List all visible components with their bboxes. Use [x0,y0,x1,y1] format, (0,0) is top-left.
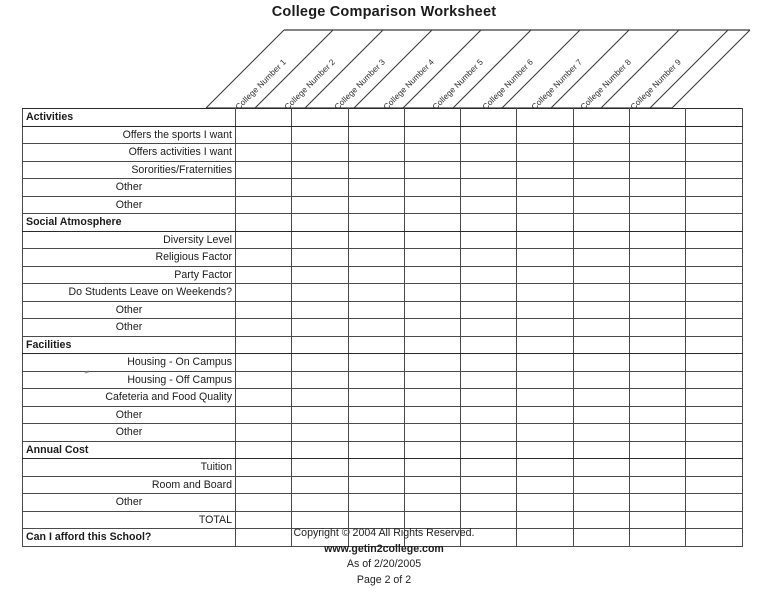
entry-cell[interactable] [630,144,686,162]
table-row [23,109,743,127]
entry-cell[interactable] [348,214,404,232]
entry-cell[interactable] [517,319,573,337]
entry-cell[interactable] [236,126,292,144]
row-label: Other [23,319,236,337]
entry-cell[interactable] [236,144,292,162]
entry-cell[interactable] [404,354,460,372]
entry-cell[interactable] [573,109,629,127]
entry-cell[interactable] [517,476,573,494]
footer-page-number: Page 2 of 2 [356,573,412,586]
entry-cell[interactable] [573,319,629,337]
entry-cell[interactable] [686,441,742,459]
entry-cell[interactable] [348,406,404,424]
entry-cell[interactable] [630,336,686,354]
row-label: Room and Board [23,476,236,494]
entry-cell[interactable] [573,336,629,354]
entry-cell[interactable] [686,144,742,162]
entry-cell[interactable] [686,214,742,232]
entry-cell[interactable] [404,179,460,197]
entry-cell[interactable] [517,301,573,319]
column-header-1: College Number 1 [233,57,288,112]
entry-cell[interactable] [292,126,348,144]
entry-cell[interactable] [686,301,742,319]
row-label: Housing - Off Campus [23,371,236,389]
entry-cell[interactable] [292,249,348,267]
row-label: Diversity Level [23,231,236,249]
entry-cell[interactable] [461,354,517,372]
footer-as-of: As of 2/20/2005 [346,558,422,570]
entry-cell[interactable] [348,109,404,127]
entry-cell[interactable] [573,214,629,232]
entry-cell[interactable] [348,459,404,477]
entry-cell[interactable] [461,196,517,214]
table-row [23,319,743,337]
entry-cell[interactable] [461,179,517,197]
table-row [23,144,743,162]
entry-cell[interactable] [292,109,348,127]
entry-cell[interactable] [630,406,686,424]
section-header-label: Annual Cost [23,441,236,459]
entry-cell[interactable] [630,196,686,214]
entry-cell[interactable] [348,354,404,372]
entry-cell[interactable] [461,319,517,337]
table-row [23,406,743,424]
entry-cell[interactable] [404,476,460,494]
row-label: Can I afford this School? [23,529,236,547]
table-row [23,196,743,214]
entry-cell[interactable] [461,231,517,249]
table-row [23,441,743,459]
entry-cell[interactable] [236,214,292,232]
entry-cell[interactable] [630,179,686,197]
entry-cell[interactable] [517,231,573,249]
entry-cell[interactable] [517,284,573,302]
entry-cell[interactable] [517,406,573,424]
entry-cell[interactable] [517,266,573,284]
table-row [23,301,743,319]
table-row [23,214,743,232]
entry-cell[interactable] [348,319,404,337]
entry-cell[interactable] [517,371,573,389]
row-label: Other [23,494,236,512]
entry-cell[interactable] [686,476,742,494]
row-label: Tuition [23,459,236,477]
entry-cell[interactable] [348,441,404,459]
entry-cell[interactable] [686,109,742,127]
entry-cell[interactable] [517,179,573,197]
entry-cell[interactable] [630,231,686,249]
entry-cell[interactable] [404,319,460,337]
entry-cell[interactable] [236,179,292,197]
table-row [23,266,743,284]
entry-cell[interactable] [517,389,573,407]
entry-cell[interactable] [236,406,292,424]
entry-cell[interactable] [461,459,517,477]
entry-cell[interactable] [236,371,292,389]
table-row [23,354,743,372]
entry-cell[interactable] [348,144,404,162]
entry-cell[interactable] [348,371,404,389]
entry-cell[interactable] [236,266,292,284]
column-header-7: College Number 7 [529,57,584,112]
entry-cell[interactable] [517,126,573,144]
header-band-outline [0,16,768,111]
entry-cell[interactable] [517,494,573,512]
entry-cell[interactable] [292,459,348,477]
entry-cell[interactable] [292,406,348,424]
entry-cell[interactable] [686,231,742,249]
entry-cell[interactable] [573,249,629,267]
row-label: Other [23,406,236,424]
entry-cell[interactable] [630,301,686,319]
entry-cell[interactable] [236,476,292,494]
entry-cell[interactable] [686,389,742,407]
entry-cell[interactable] [573,354,629,372]
entry-cell[interactable] [404,266,460,284]
entry-cell[interactable] [292,424,348,442]
column-header-3: College Number 3 [332,57,387,112]
entry-cell[interactable] [630,126,686,144]
entry-cell[interactable] [236,301,292,319]
entry-cell[interactable] [404,389,460,407]
entry-cell[interactable] [573,406,629,424]
entry-cell[interactable] [686,161,742,179]
entry-cell[interactable] [292,284,348,302]
row-label: Other [23,179,236,197]
row-label: Other [23,301,236,319]
entry-cell[interactable] [348,336,404,354]
entry-cell[interactable] [686,354,742,372]
entry-cell[interactable] [630,284,686,302]
section-header-label: Activities [23,109,236,127]
entry-cell[interactable] [573,144,629,162]
entry-cell[interactable] [630,249,686,267]
entry-cell[interactable] [348,476,404,494]
column-header-6: College Number 6 [480,57,535,112]
entry-cell[interactable] [292,476,348,494]
entry-cell[interactable] [630,441,686,459]
entry-cell[interactable] [292,354,348,372]
table-row [23,389,743,407]
row-label: TOTAL [23,511,236,529]
entry-cell[interactable] [573,371,629,389]
entry-cell[interactable] [461,161,517,179]
entry-cell[interactable] [573,476,629,494]
entry-cell[interactable] [573,266,629,284]
entry-cell[interactable] [404,161,460,179]
entry-cell[interactable] [686,459,742,477]
column-header-5: College Number 5 [430,57,485,112]
entry-cell[interactable] [461,336,517,354]
entry-cell[interactable] [630,319,686,337]
entry-cell[interactable] [292,441,348,459]
entry-cell[interactable] [404,249,460,267]
entry-cell[interactable] [292,144,348,162]
entry-cell[interactable] [348,249,404,267]
entry-cell[interactable] [236,459,292,477]
entry-cell[interactable] [461,371,517,389]
entry-cell[interactable] [404,126,460,144]
entry-cell[interactable] [630,476,686,494]
entry-cell[interactable] [236,109,292,127]
entry-cell[interactable] [404,196,460,214]
entry-cell[interactable] [236,161,292,179]
entry-cell[interactable] [292,371,348,389]
entry-cell[interactable] [573,196,629,214]
worksheet-body [23,109,743,547]
table-row [23,459,743,477]
footer-copyright: Copyright © 2004 All Rights Reserved. [293,527,475,539]
entry-cell[interactable] [686,266,742,284]
entry-cell[interactable] [348,266,404,284]
table-row [23,284,743,302]
entry-cell[interactable] [236,424,292,442]
entry-cell[interactable] [404,284,460,302]
entry-cell[interactable] [404,371,460,389]
entry-cell[interactable] [404,336,460,354]
entry-cell[interactable] [517,354,573,372]
entry-cell[interactable] [292,196,348,214]
entry-cell[interactable] [630,161,686,179]
entry-cell[interactable] [348,196,404,214]
entry-cell[interactable] [630,389,686,407]
comparison-worksheet-table [22,108,743,547]
entry-cell[interactable] [686,126,742,144]
entry-cell[interactable] [517,144,573,162]
table-row [23,126,743,144]
section-header-label: Social Atmosphere [23,214,236,232]
entry-cell[interactable] [573,161,629,179]
entry-cell[interactable] [236,494,292,512]
row-label: Other [23,196,236,214]
entry-cell[interactable] [630,459,686,477]
entry-cell[interactable] [236,196,292,214]
entry-cell[interactable] [236,354,292,372]
entry-cell[interactable] [292,319,348,337]
entry-cell[interactable] [517,109,573,127]
entry-cell[interactable] [292,179,348,197]
entry-cell[interactable] [573,441,629,459]
entry-cell[interactable] [573,179,629,197]
table-row [23,371,743,389]
entry-cell[interactable] [461,389,517,407]
entry-cell[interactable] [630,214,686,232]
entry-cell[interactable] [404,441,460,459]
entry-cell[interactable] [573,301,629,319]
entry-cell[interactable] [686,284,742,302]
column-header-band [0,16,768,111]
entry-cell[interactable] [686,424,742,442]
row-label: Other [23,424,236,442]
row-label: Sororities/Fraternities [23,161,236,179]
entry-cell[interactable] [292,336,348,354]
table-row [23,249,743,267]
entry-cell[interactable] [686,406,742,424]
entry-cell[interactable] [517,459,573,477]
entry-cell[interactable] [517,336,573,354]
entry-cell[interactable] [292,389,348,407]
entry-cell[interactable] [630,494,686,512]
entry-cell[interactable] [461,301,517,319]
entry-cell[interactable] [404,231,460,249]
entry-cell[interactable] [404,494,460,512]
section-header-label: Facilities [23,336,236,354]
entry-cell[interactable] [348,494,404,512]
entry-cell[interactable] [461,249,517,267]
entry-cell[interactable] [348,389,404,407]
entry-cell[interactable] [461,109,517,127]
entry-cell[interactable] [517,214,573,232]
entry-cell[interactable] [573,284,629,302]
entry-cell[interactable] [686,249,742,267]
entry-cell[interactable] [404,424,460,442]
row-label: Housing - On Campus [23,354,236,372]
entry-cell[interactable] [573,389,629,407]
column-header-9: College Number 9 [628,57,683,112]
entry-cell[interactable] [348,231,404,249]
entry-cell[interactable] [348,301,404,319]
row-label: Cafeteria and Food Quality [23,389,236,407]
entry-cell[interactable] [517,441,573,459]
entry-cell[interactable] [630,371,686,389]
table-row [23,179,743,197]
row-label: Offers the sports I want [23,126,236,144]
entry-cell[interactable] [461,424,517,442]
footer-url: www.getin2college.com [324,542,444,555]
entry-cell[interactable] [517,249,573,267]
entry-cell[interactable] [461,494,517,512]
entry-cell[interactable] [236,336,292,354]
entry-cell[interactable] [348,284,404,302]
entry-cell[interactable] [236,389,292,407]
entry-cell[interactable] [686,319,742,337]
footer [0,526,768,588]
entry-cell[interactable] [517,196,573,214]
row-label: Do Students Leave on Weekends? [23,284,236,302]
entry-cell[interactable] [630,354,686,372]
entry-cell[interactable] [461,284,517,302]
entry-cell[interactable] [573,424,629,442]
entry-cell[interactable] [404,109,460,127]
entry-cell[interactable] [292,494,348,512]
entry-cell[interactable] [236,231,292,249]
column-header-4: College Number 4 [381,57,436,112]
table-row [23,476,743,494]
entry-cell[interactable] [292,231,348,249]
entry-cell[interactable] [630,109,686,127]
entry-cell[interactable] [404,406,460,424]
entry-cell[interactable] [461,476,517,494]
entry-cell[interactable] [630,266,686,284]
table-row [23,424,743,442]
entry-cell[interactable] [236,441,292,459]
entry-cell[interactable] [348,126,404,144]
entry-cell[interactable] [348,179,404,197]
entry-cell[interactable] [686,179,742,197]
entry-cell[interactable] [236,319,292,337]
table-row [23,161,743,179]
entry-cell[interactable] [236,284,292,302]
row-label: Religious Factor [23,249,236,267]
entry-cell[interactable] [348,161,404,179]
entry-cell[interactable] [686,494,742,512]
table-row [23,494,743,512]
entry-cell[interactable] [404,144,460,162]
entry-cell[interactable] [686,371,742,389]
row-label: Party Factor [23,266,236,284]
table-row [23,231,743,249]
column-header-8: College Number 8 [578,57,633,112]
entry-cell[interactable] [404,301,460,319]
row-label: Offers activities I want [23,144,236,162]
entry-cell[interactable] [461,214,517,232]
entry-cell[interactable] [573,459,629,477]
entry-cell[interactable] [517,424,573,442]
entry-cell[interactable] [461,144,517,162]
entry-cell[interactable] [461,441,517,459]
entry-cell[interactable] [517,161,573,179]
entry-cell[interactable] [461,406,517,424]
entry-cell[interactable] [292,301,348,319]
column-header-2: College Number 2 [282,57,337,112]
entry-cell[interactable] [461,266,517,284]
entry-cell[interactable] [292,266,348,284]
entry-cell[interactable] [573,126,629,144]
entry-cell[interactable] [348,424,404,442]
entry-cell[interactable] [573,494,629,512]
entry-cell[interactable] [573,231,629,249]
table-row [23,336,743,354]
entry-cell[interactable] [292,161,348,179]
entry-cell[interactable] [461,126,517,144]
entry-cell[interactable] [404,214,460,232]
entry-cell[interactable] [686,336,742,354]
page-title: College Comparison Worksheet [271,4,497,20]
entry-cell[interactable] [404,459,460,477]
entry-cell[interactable] [292,214,348,232]
entry-cell[interactable] [686,196,742,214]
entry-cell[interactable] [236,249,292,267]
entry-cell[interactable] [630,424,686,442]
